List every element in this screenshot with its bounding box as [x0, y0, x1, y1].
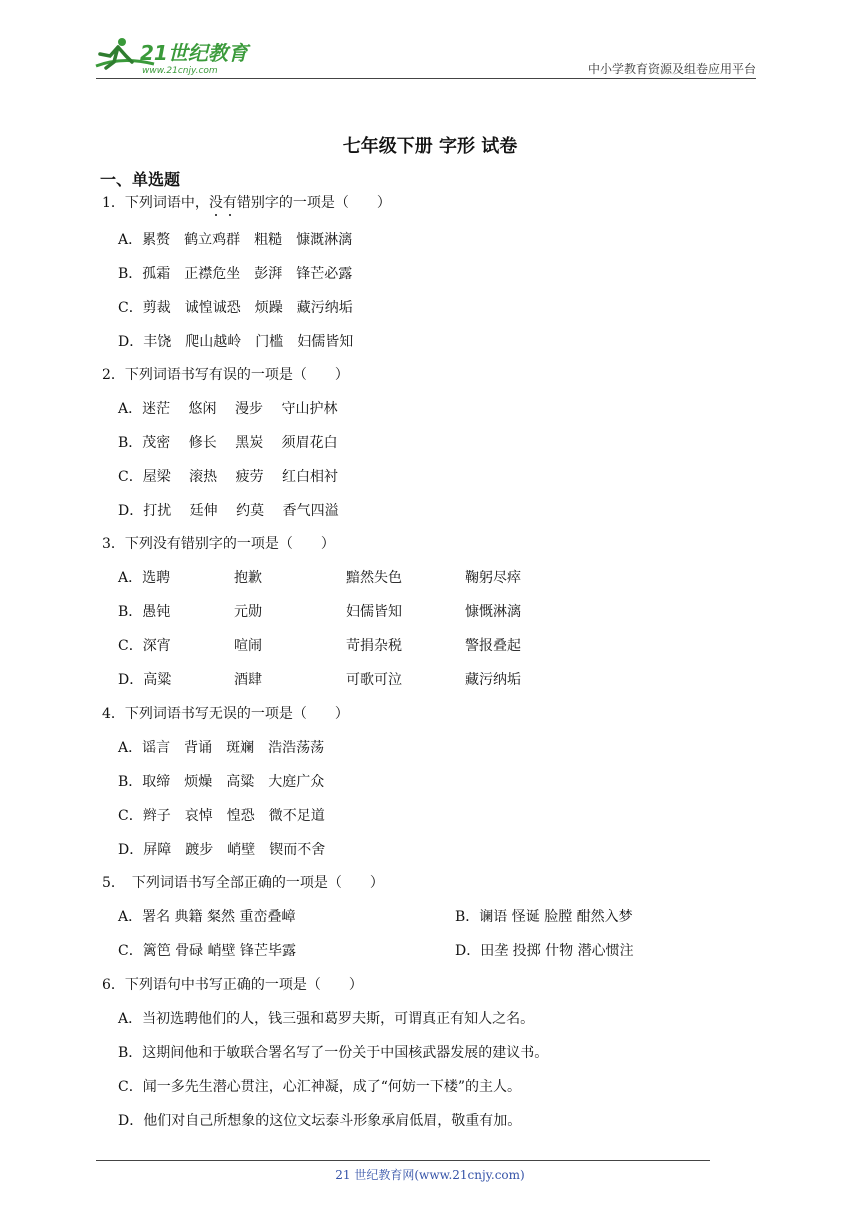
- emphasis-char: 没: [208, 195, 223, 211]
- q1-option-d[interactable]: D．丰饶 爬山越岭 门槛 妇儒皆知: [118, 334, 354, 350]
- section-heading: 一、单选题: [100, 170, 181, 189]
- page-title: 七年级下册 字形 试卷: [342, 136, 518, 157]
- footer-divider: [96, 1160, 710, 1161]
- q4-option-d[interactable]: D．屏障 踱步 峭壁 锲而不舍: [118, 842, 326, 858]
- q5-option-b[interactable]: B．谰语 怪诞 脸膛 酣然入梦: [455, 909, 633, 925]
- q6-option-b[interactable]: B．这期间他和于敏联合署名写了一份关于中国核武器发展的建议书。: [118, 1045, 549, 1061]
- q1-option-c[interactable]: C．剪裁 诚惶诚恐 烦躁 藏污纳垢: [118, 300, 353, 316]
- q6-option-d[interactable]: D．他们对自己所想象的这位文坛泰斗形象承肩低眉，敬重有加。: [118, 1113, 522, 1129]
- emphasis-char: 有: [222, 195, 237, 211]
- q5-option-d[interactable]: D．田垄 投掷 什物 潜心惯注: [455, 943, 634, 959]
- q1-option-a[interactable]: A．累赘 鹤立鸡群 粗糙 慷溉淋漓: [118, 232, 353, 248]
- question-2-stem: 2．下列词语书写有误的一项是（ ）: [102, 367, 349, 383]
- q5-option-c[interactable]: C．篱笆 骨碌 峭壁 锋芒毕露: [118, 943, 297, 959]
- q1-option-b[interactable]: B．孤霜 正襟危坐 彭湃 锋芒必露: [118, 266, 353, 282]
- logo-text: 21世纪教育: [140, 41, 248, 65]
- q4-option-b[interactable]: B．取缔 烦燥 高粱 大庭广众: [118, 774, 325, 790]
- logo-21cnjy-icon: [92, 34, 262, 78]
- footer-link[interactable]: 21 世纪教育网(www.21cnjy.com): [335, 1168, 525, 1182]
- question-3-stem: 3．下列没有错别字的一项是（ ）: [102, 536, 335, 552]
- question-4-stem: 4．下列词语书写无误的一项是（ ）: [102, 706, 349, 722]
- q6-option-a[interactable]: A．当初选聘他们的人，钱三强和葛罗夫斯，可谓真正有知人之名。: [118, 1011, 535, 1027]
- q2-option-b[interactable]: B．茂密 修长 黑炭 须眉花白: [118, 435, 338, 451]
- q6-option-c[interactable]: C．闻一多先生潜心贯注，心汇神凝，成了“何妨一下楼”的主人。: [118, 1079, 522, 1095]
- question-6-stem: 6．下列语句中书写正确的一项是（ ）: [102, 977, 363, 993]
- q2-option-d[interactable]: D．打扰 廷伸 约莫 香气四溢: [118, 503, 339, 519]
- header-divider: [96, 78, 756, 79]
- q4-option-c[interactable]: C．辫子 哀悼 惶恐 微不足道: [118, 808, 325, 824]
- question-1-stem: 1．下列词语中，没有错别字的一项是（ ）: [102, 195, 391, 211]
- q4-option-a[interactable]: A．谣言 背诵 斑斓 浩浩荡荡: [118, 740, 325, 756]
- logo-url: www.21cnjy.com: [142, 66, 218, 76]
- platform-name: 中小学教育资源及组卷应用平台: [587, 62, 756, 76]
- q2-option-a[interactable]: A．迷茫 悠闲 漫步 守山护林: [118, 401, 338, 417]
- q5-option-a[interactable]: A．署名 典籍 粲然 重峦叠嶂: [118, 909, 296, 925]
- q2-option-c[interactable]: C．屋梁 滚热 疲劳 红白相衬: [118, 469, 339, 485]
- question-5-stem: 5． 下列词语书写全部正确的一项是（ ）: [102, 875, 384, 891]
- page-header: [0, 0, 860, 82]
